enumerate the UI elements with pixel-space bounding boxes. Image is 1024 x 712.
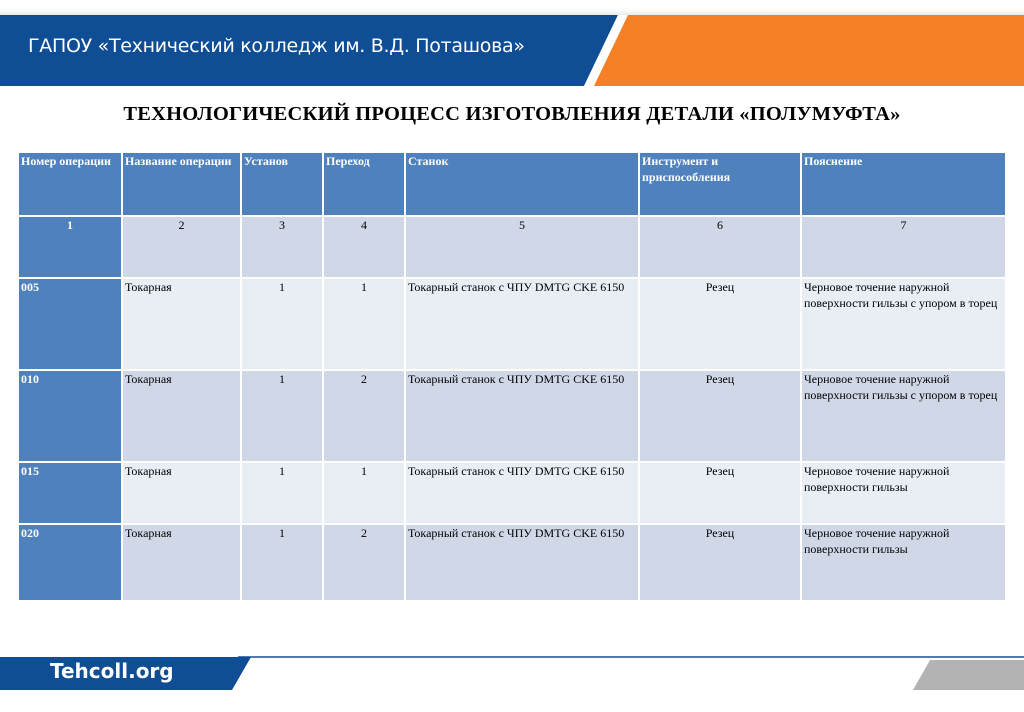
column-number: 3 [241,216,323,278]
note-cell: Черновое точение наружной поверхности гильзы [801,524,1006,601]
op-number-cell: 005 [18,278,122,370]
footer-gray-band [913,660,1024,690]
table-row [18,462,1006,524]
header-orange-band [594,15,1024,86]
op-number-cell: 010 [18,370,122,462]
table-row [18,278,1006,370]
footer-site-name: Tehcoll.org [50,659,174,683]
machine-cell: Токарный станок с ЧПУ DMTG CKE 6150 [405,524,639,601]
note-cell: Черновое точение наружной поверхности гильзы с упором в торец [801,370,1006,462]
setup-cell: 1 [241,462,323,524]
machine-cell: Токарный станок с ЧПУ DMTG CKE 6150 [405,370,639,462]
op-number-cell: 015 [18,462,122,524]
transition-cell: 1 [323,462,405,524]
column-number: 1 [18,216,122,278]
op-name-cell: Токарная [122,278,241,370]
operations-table [17,151,1007,602]
column-number: 2 [122,216,241,278]
machine-cell: Токарный станок с ЧПУ DMTG CKE 6150 [405,278,639,370]
setup-cell: 1 [241,370,323,462]
op-name-cell: Токарная [122,524,241,601]
column-number: 6 [639,216,801,278]
transition-cell: 2 [323,524,405,601]
column-header-machine: Станок [405,152,639,216]
tool-cell: Резец [639,370,801,462]
tool-cell: Резец [639,524,801,601]
column-header-setup: Установ [241,152,323,216]
column-header-name: Название операции [122,152,241,216]
tool-cell: Резец [639,462,801,524]
note-cell: Черновое точение наружной поверхности гильзы с упором в торец [801,278,1006,370]
column-number-row [18,216,1006,278]
op-number-cell: 020 [18,524,122,601]
column-number: 7 [801,216,1006,278]
table-row [18,524,1006,601]
machine-cell: Токарный станок с ЧПУ DMTG CKE 6150 [405,462,639,524]
transition-cell: 2 [323,370,405,462]
header-title: ГАПОУ «Технический колледж им. В.Д. Поташова» [28,35,525,57]
column-header-tool: Инструмент и приспособления [639,152,801,216]
op-name-cell: Токарная [122,370,241,462]
setup-cell: 1 [241,524,323,601]
column-header-transition: Переход [323,152,405,216]
column-header-note: Пояснение [801,152,1006,216]
column-number: 5 [405,216,639,278]
page-title: ТЕХНОЛОГИЧЕСКИЙ ПРОЦЕСС ИЗГОТОВЛЕНИЯ ДЕТАЛИ «ПОЛУМУФТА» [123,103,901,125]
setup-cell: 1 [241,278,323,370]
table-row [18,370,1006,462]
table-header-row [18,152,1006,216]
tool-cell: Резец [639,278,801,370]
transition-cell: 1 [323,278,405,370]
column-number: 4 [323,216,405,278]
column-header-op-no: Номер операции [18,152,122,216]
note-cell: Черновое точение наружной поверхности гильзы [801,462,1006,524]
op-name-cell: Токарная [122,462,241,524]
